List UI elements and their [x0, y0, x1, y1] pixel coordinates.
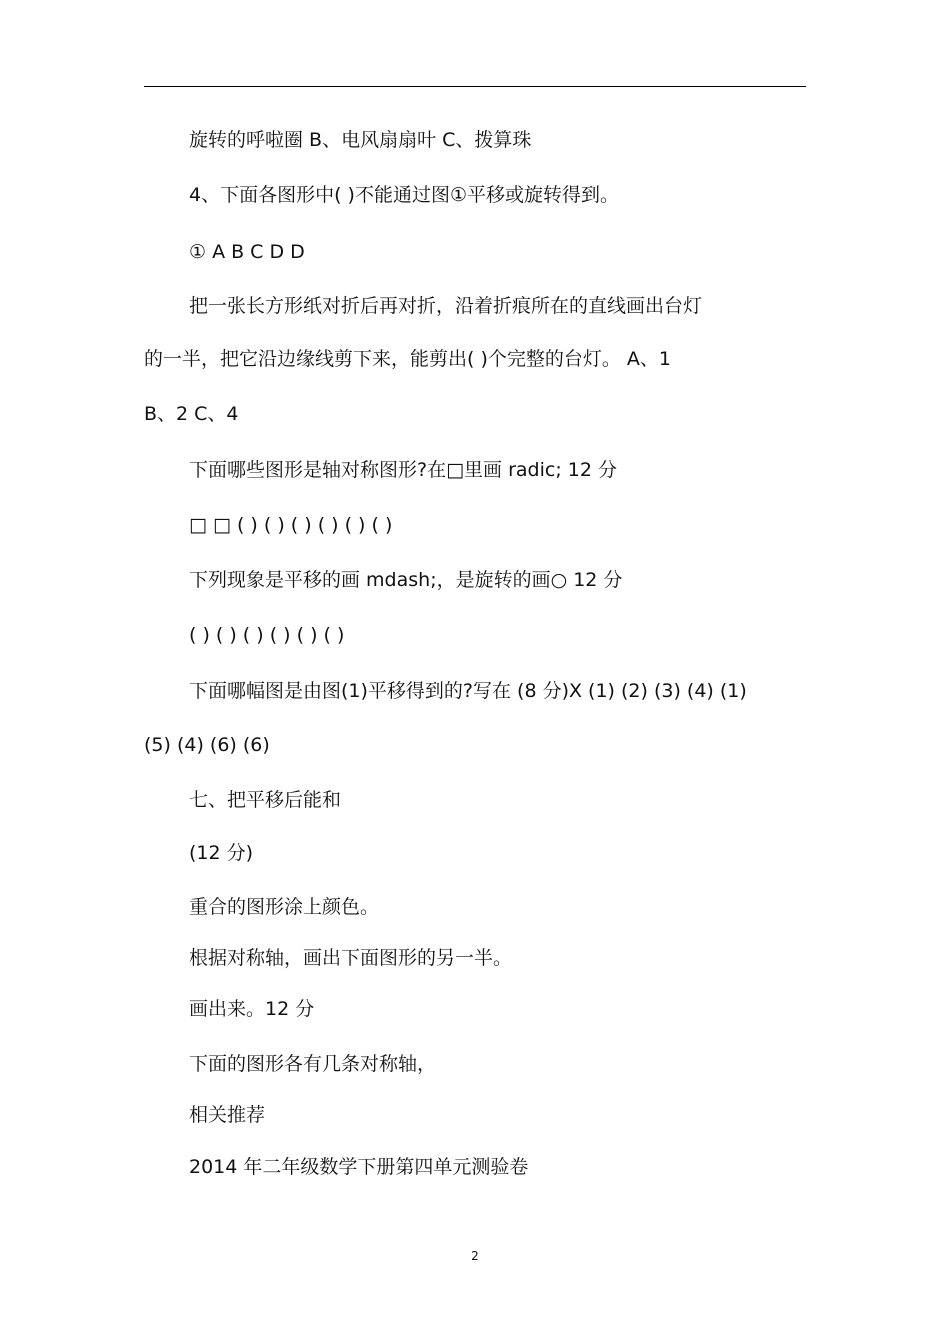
section-shift-continued: (5) (4) (6) (6) [144, 734, 270, 756]
section-translation-heading: 下列现象是平移的画 mdash;，是旋转的画○ 12 分 [189, 569, 623, 591]
question-4: 4、下面各图形中( )不能通过图①平移或旋转得到。 [189, 184, 619, 206]
text-line: 旋转的呼啦圈 B、电风扇扇叶 C、拨算珠 [189, 129, 532, 151]
page-number: 2 [471, 1249, 479, 1263]
header-rule [144, 86, 806, 87]
draw-score-line: 画出来。12 分 [189, 998, 315, 1020]
question-5-line-2: 的一半，把它沿边缘线剪下来，能剪出( )个完整的台灯。 A、1 [144, 348, 671, 370]
axes-question: 下面的图形各有几条对称轴， [189, 1053, 437, 1075]
related-heading: 相关推荐 [189, 1104, 266, 1126]
section-7-instruction: 重合的图形涂上颜色。 [189, 896, 380, 918]
symmetry-answer-boxes: □ □ ( ) ( ) ( ) ( ) ( ) ( ) [189, 514, 393, 536]
section-7-heading: 七、把平移后能和 [189, 789, 342, 811]
section-symmetry-heading: 下面哪些图形是轴对称图形?在□里画 radic; 12 分 [189, 459, 617, 481]
question-5-line-3: B、2 C、4 [144, 403, 239, 425]
symmetry-draw-instruction: 根据对称轴，画出下面图形的另一半。 [189, 947, 513, 969]
translation-answer-blanks: ( ) ( ) ( ) ( ) ( ) ( ) [189, 624, 345, 646]
question-5-line-1: 把一张长方形纸对折后再对折，沿着折痕所在的直线画出台灯 [189, 295, 703, 317]
question-4-options: ① A B C D D [189, 241, 305, 263]
section-shift-heading: 下面哪幅图是由图(1)平移得到的?写在 (8 分)X (1) (2) (3) (4) (1) [189, 680, 747, 702]
related-link[interactable]: 2014 年二年级数学下册第四单元测验卷 [189, 1156, 529, 1178]
section-7-score: (12 分) [189, 842, 254, 864]
